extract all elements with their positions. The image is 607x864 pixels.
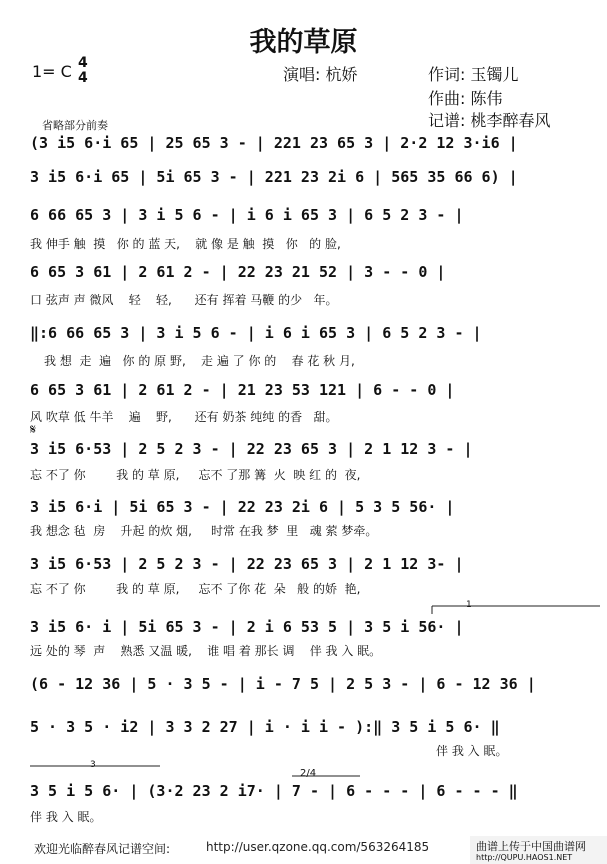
- time-signature-top: 4: [78, 55, 88, 71]
- score-row-10: 3 i5 6· i | 5i 65 3 - | 2 i 6 53 5 | 3 5 i 56· |: [30, 618, 464, 636]
- score-row-9: 3 i5 6·53 | 2 5 2 3 - | 22 23 65 3 | 2 1 12 3- |: [30, 555, 464, 573]
- lyrics-row-13: 伴 我 入 眠。: [30, 810, 102, 824]
- score-row-12: 5 · 3 5 · i2 | 3 3 2 27 | i · i i - ):‖ 3 5 i 5 6· ‖: [30, 718, 500, 736]
- lyrics-row-10: 远 处的 琴 声 熟悉 又温 暖, 谁 唱 着 那长 调 伴 我 入 眠。: [30, 644, 382, 658]
- lyrics-row-12: 伴 我 入 眠。: [436, 744, 508, 758]
- footer-welcome: 欢迎光临醉春风记谱空间:: [34, 842, 171, 856]
- score-row-3: 6 66 65 3 | 3 i 5 6 - | i 6 i 65 3 | 6 5 2 3 - |: [30, 206, 464, 224]
- transcriber-credit: 记谱: 桃李醉春风: [428, 111, 551, 130]
- key-signature: 1= C: [32, 62, 72, 81]
- lyrics-row-5: 我 想 走 遍 你 的 原 野, 走 遍 了 你 的 春 花 秋 月,: [44, 354, 355, 368]
- time-change-marker: 2/4: [300, 768, 317, 779]
- omitted-intro-note: 省略部分前奏: [42, 119, 108, 132]
- segno-sign: 𝄋: [30, 422, 37, 438]
- lyrics-row-9: 忘 不了 你 我 的 草 原, 忘不 了你 花 朵 般 的娇 艳,: [30, 582, 361, 596]
- composer-credit: 作曲: 陈伟: [428, 89, 503, 108]
- lyrics-row-6: 风 吹草 低 牛羊 遍 野, 还有 奶茶 纯纯 的香 甜。: [30, 410, 338, 424]
- score-row-7: 3 i5 6·53 | 2 5 2 3 - | 22 23 65 3 | 2 1 12 3 - |: [30, 440, 473, 458]
- score-row-1: (3 i5 6·i 65 | 25 65 3 - | 221 23 65 3 | 2·2 12 3·i6 |: [30, 134, 518, 152]
- time-signature-bottom: 4: [78, 70, 88, 86]
- lyricist-credit: 作词: 玉镯儿: [428, 65, 519, 84]
- score-row-13: 3 5 i 5 6· | (3·2 23 2 i7· | 7 - | 6 - - - | 6 - - - ‖: [30, 782, 518, 800]
- singer-credit: 演唱: 杭娇: [283, 65, 358, 84]
- score-row-5: ‖:6 66 65 3 | 3 i 5 6 - | i 6 i 65 3 | 6 5 2 3 - |: [30, 324, 482, 342]
- score-row-8: 3 i5 6·i | 5i 65 3 - | 22 23 2i 6 | 5 3 5 56· |: [30, 498, 455, 516]
- score-row-6: 6 65 3 61 | 2 61 2 - | 21 23 53 121 | 6 - - 0 |: [30, 381, 455, 399]
- lyrics-row-4: 口 弦声 声 微风 轻 轻, 还有 挥着 马鞭 的少 年。: [30, 293, 338, 307]
- triplet-marker: 3: [90, 760, 96, 770]
- score-row-11: (6 - 12 36 | 5 · 3 5 - | i - 7 5 | 2 5 3 - | 6 - 12 36 |: [30, 675, 536, 693]
- footer-url-link[interactable]: http://user.qzone.qq.com/563264185: [206, 840, 430, 854]
- lyrics-row-3: 我 伸手 触 摸 你 的 蓝 天, 就 像 是 触 摸 你 的 脸,: [30, 237, 341, 251]
- score-row-2: 3 i5 6·i 65 | 5i 65 3 - | 221 23 2i 6 | 565 35 66 6) |: [30, 168, 518, 186]
- watermark-line2: http://QUPU.HAOS1.NET: [476, 853, 573, 862]
- volta-1-label: 1: [466, 600, 472, 610]
- lyrics-row-8: 我 想念 毡 房 升起 的炊 烟, 时常 在我 梦 里 魂 萦 梦牵。: [30, 524, 378, 538]
- song-title: 我的草原: [249, 27, 358, 58]
- watermark-line1: 曲谱上传于中国曲谱网: [476, 840, 586, 853]
- score-row-4: 6 65 3 61 | 2 61 2 - | 22 23 21 52 | 3 - - 0 |: [30, 263, 446, 281]
- lyrics-row-7: 忘 不了 你 我 的 草 原, 忘不 了那 篝 火 映 红 的 夜,: [30, 468, 361, 482]
